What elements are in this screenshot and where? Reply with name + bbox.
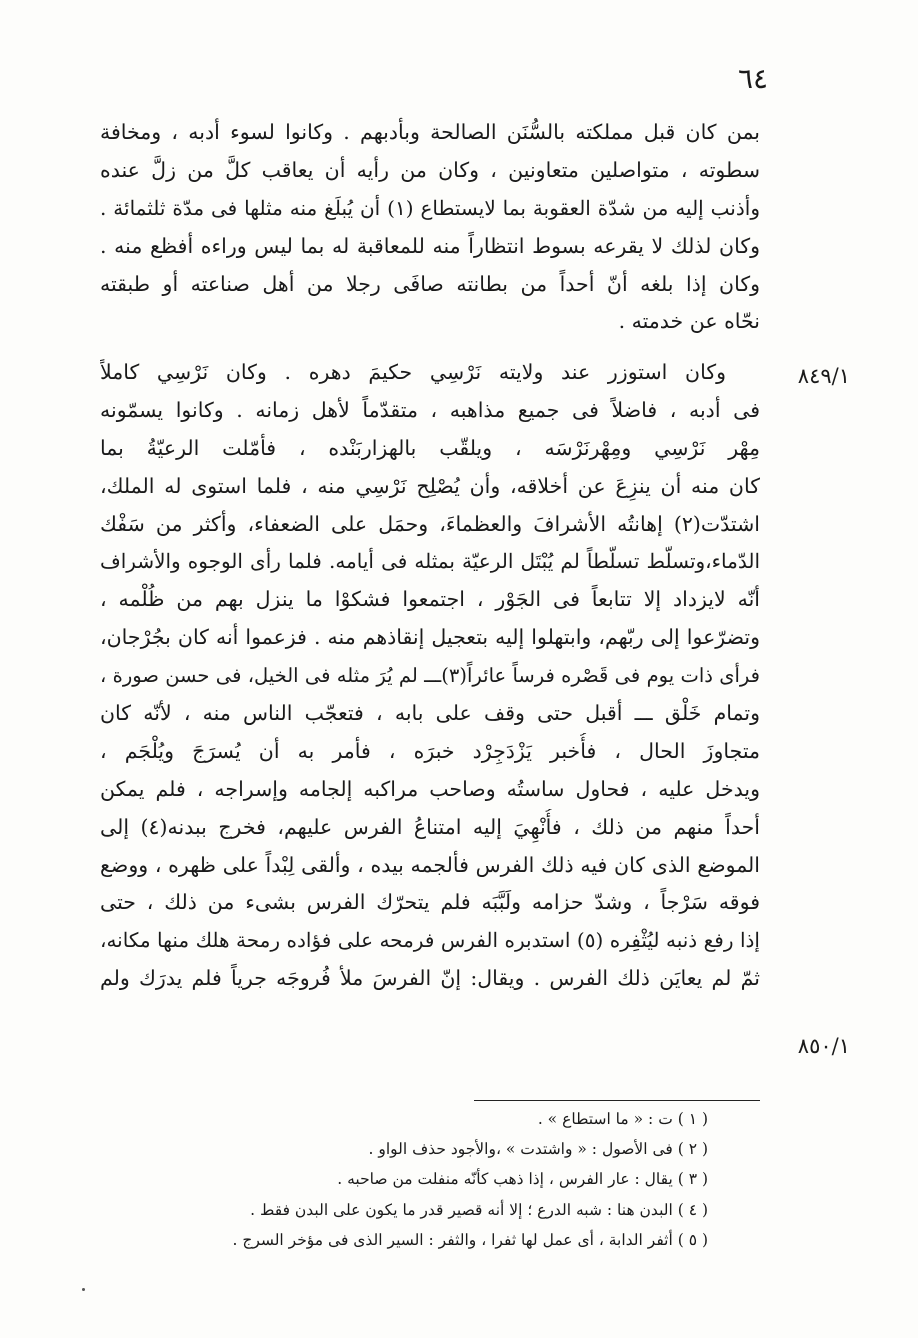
text-line: الدّماء،وتسلّط تسلّطاً لم يُبْتَل الرعيّة بمثله فى أيامه. فلما رأى الوجوه والأشراف <box>100 549 760 574</box>
margin-reference: ٨٤٩/١ <box>797 364 850 388</box>
text-line: فوقه سَرْجاً ، وشدّ حزامه ولَبَّبَه فلم يتحرّك الفرس بشىء من ذلك ، حتى <box>100 890 760 915</box>
text-line: ثمّ لم يعايَن ذلك الفرس . ويقال: إنّ الفرسَ ملأ فُروجَه جرياً فلم يدرَك ولم <box>100 966 760 991</box>
text-line: وكان لذلك لا يقرعه بسوط انتظاراً منه للمعاقبة له بما ليس وراءه أفظع منه . <box>100 233 760 258</box>
text-line: فرأى ذات يوم فى قَصْره فرساً عائراً(٣)ـــ لم يُرَ مثله فى الخيل، فى حسن صورة ، <box>100 664 760 688</box>
footnote-5: ( ٥ ) أثفر الدابة ، أى عمل لها ثفرا ، والثفر : السير الذى فى مؤخر السرج . <box>232 1230 708 1249</box>
text-line: ويدخل عليه ، فحاول ساستُه وصاحب مراكبه إلجامه وإسراجه ، فلم يمكن <box>100 776 760 801</box>
text-line: وكان إذا بلغه أنّ أحداً من بطانته صافَى رجلا من أهل صناعته أو طبقته <box>100 271 760 296</box>
text-line: متجاوزَ الحال ، فأُخبر يَزْدَجِرْد خبرَه ، فأمر به أن يُسرَجَ ويُلْجَم ، <box>100 738 760 763</box>
text-line: إذا رفع ذنبه ليُثْفِره (٥) استدبره الفرس فرمحه على فؤاده رمحة هلك منها مكانه، <box>100 928 760 953</box>
text-line: مِهْر نَرْسِي ومِهْرنَرْسَه ، ويلقّب بالهزاربَنْده ، فأمّلت الرعيّةُ بما <box>100 435 760 460</box>
text-line: نحّاه عن خدمته . <box>618 309 760 334</box>
footnote-4: ( ٤ ) البدن هنا : شبه الدرع ؛ إلا أنه قصير قدر ما يكون على البدن فقط . <box>250 1200 708 1219</box>
paragraph-2 <box>100 354 760 998</box>
text-line: وتضرّعوا إلى ربّهم، وابتهلوا إليه بتعجيل إنقاذهم منه . فزعموا أنه كان بجُرْجان، <box>100 625 760 650</box>
text-line: فى أدبه ، فاضلاً فى جميع مذاهبه ، متقدّماً لأهل زمانه . وكانوا يسمّونه <box>100 397 760 422</box>
footnote-divider <box>474 1100 760 1101</box>
text-line: سطوته ، متواصلين متعاونين ، وكان من رأيه أن يعاقب كلَّ من زلَّ عنده <box>100 157 760 182</box>
footnote-3: ( ٣ ) يقال : عار الفرس ، إذا ذهب كأنّه منفلت من صاحبه . <box>337 1170 708 1189</box>
text-line: بمن كان قبل مملكته بالسُّنَن الصالحة وبأدبهم . وكانوا لسوء أدبه ، ومخافة <box>100 120 760 144</box>
footnote-2: ( ٢ ) فى الأصول : « واشتدت » ،والأجود حذف الواو . <box>368 1140 708 1159</box>
text-line: اشتدّت(٢) إهانتُه الأشرافَ والعظماءَ، وحمَل على الضعفاء، وأكثر من سَفْك <box>100 511 760 536</box>
text-line: أنّه لايزداد إلا تتابعاً فى الجَوْر ، اجتمعوا فشكوْا ما ينزل بهم من ظُلْمه ، <box>100 587 760 612</box>
margin-reference: ٨٥٠/١ <box>797 1034 850 1058</box>
footnotes <box>120 1104 708 1255</box>
footnote-1: ( ١ ) ت : « ما استطاع » . <box>537 1110 708 1128</box>
paper-speck <box>82 1288 85 1291</box>
text-line: وأذنب إليه من شدّة العقوبة بما لايستطاع (١) أن يُبلَغ منه مثلها فى مدّة ثلثمائة . <box>100 195 760 220</box>
text-line: الموضع الذى كان فيه ذلك الفرس فألجمه بيده ، وألقى لِبْداً على ظهره ، ووضع <box>100 852 760 877</box>
page-number: ٦٤ <box>737 62 769 95</box>
text-line: وتمام خَلْق ـــ أقبل حتى وقف على بابه ، فتعجّب الناس منه ، لأنّه كان <box>100 701 760 726</box>
text-line: وكان استوزر عند ولايته نَرْسِي حكيمَ دهره . وكان نَرْسِي كاملاً <box>100 360 726 384</box>
paragraph-1 <box>100 114 760 341</box>
text-line: أحداً منهم من ذلك ، فأُنْهِيَ إليه امتناعُ الفرس عليهم، فخرج ببدنه(٤) إلى <box>100 814 760 839</box>
text-line: كان منه أن ينزِعَ عن أخلاقه، وأن يُصْلِح نَرْسِي منه ، فلما استوى له الملك، <box>100 473 760 498</box>
